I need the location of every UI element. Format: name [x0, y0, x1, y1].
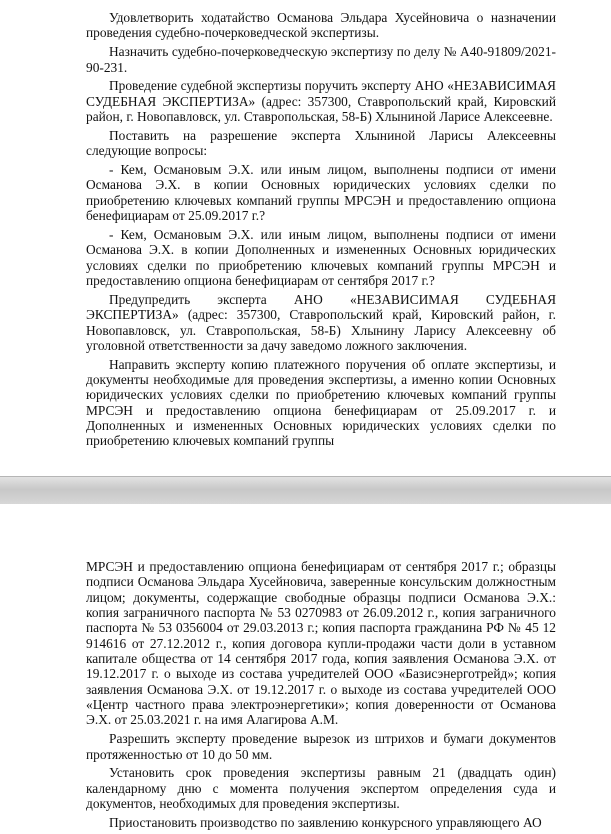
paragraph: Удовлетворить ходатайство Османова Эльдара Хусейновича о назначении проведения судебно-почерковедческой экспертизы. [86, 10, 556, 41]
paragraph: Предупредить эксперта АНО «НЕЗАВИСИМАЯ СУДЕБНАЯ ЭКСПЕРТИЗА» (адрес: 357300, Ставропольский край, Кировский район, г. Новопавловск, ул. Ставропольская, 58-Б) Хлынину Ларису Алексеевну об уголовной ответственности за дачу заведомо ложного заключения. [86, 291, 556, 353]
paragraph: - Кем, Османовым Э.Х. или иным лицом, выполнены подписи от имени Османова Э.Х. в копии Дополненных и измененных Основных юридических условиях сделки по приобретению ключевых компаний группы МРСЭН и предоставлению опциона бенефициарам от сентября 2017 г.? [86, 226, 556, 288]
paragraph: - Кем, Османовым Э.Х. или иным лицом, выполнены подписи от имени Османова Э.Х. в копии Основных юридических условиях сделки по приобретению ключевых компаний группы МРСЭН и предоставлению опциона бенефициарам от 25.09.2017 г.? [86, 162, 556, 224]
page-separator [0, 476, 611, 506]
paragraph: Поставить на разрешение эксперта Хлыниной Ларисы Алексеевны следующие вопросы: [86, 127, 556, 159]
paragraph: Назначить судебно-почерковедческую экспертизу по делу № А40-91809/2021-90-231. [86, 44, 556, 75]
paragraph: Проведение судебной экспертизы поручить эксперту АНО «НЕЗАВИСИМАЯ СУДЕБНАЯ ЭКСПЕРТИЗА» (адрес: 357300, Ставропольский край, Кировский район, г. Новопавловск, ул. Ставропольская, 58-Б) Хлыниной Ларисе Алексеевне. [86, 78, 556, 125]
paragraph: Приостановить производство по заявлению конкурсного управляющего АО [109, 815, 542, 830]
page-1-text [86, 10, 556, 452]
paragraph: Установить срок проведения экспертизы равным 21 (двадцать один) календарному дню с момента получения экспертом определения суда и документов, необходимых для проведения экспертизы. [86, 765, 556, 812]
paragraph-continuation: МРСЭН и предоставлению опциона бенефициарам от сентября 2017 г.; образцы подписи Османова Эльдара Хусейновича, заверенные консульским должностным лицом; документы, содержащие свободные образцы подписи Османова Э.Х.: копия заграничного паспорта № 53 0270983 от 26.09.2012 г., копия заграничного паспорта № 53 0356004 от 29.03.2013 г.; копия паспорта гражданина РФ № 45 12 914616 от 27.12.2012 г., копия договора купли-продажи части доли в уставном капитале общества от 14 сентября 2017 года, копия заявления Османова Э.Х. от 19.12.2017 г. о выходе из состава учредителей ООО «Базисэнерготрейд»; копия заявления Османова Э.Х. от 19.12.2017 г. о выходе из состава учредителей ООО «Центр частного права электроэнергетики»; копия доверенности от Османова Э.Х. от 25.03.2021 г. на имя Алагирова А.М. [86, 559, 556, 728]
paragraph: Разрешить эксперту проведение вырезок из штрихов и бумаги документов протяженностью от 10 до 50 мм. [86, 731, 556, 762]
document-page-2 [0, 504, 611, 830]
page-2-text [86, 559, 556, 834]
paragraph: Направить эксперту копию платежного поручения об оплате экспертизы, и документы необходимые для проведения экспертизы, а именно копии Основных юридических условиях сделки по приобретению ключевых компаний группы МРСЭН и предоставлению опциона бенефициарам от 25.09.2017 г. и Дополненных и измененных Основных юридических условиях сделки по приобретению ключевых компаний группы [86, 356, 556, 449]
